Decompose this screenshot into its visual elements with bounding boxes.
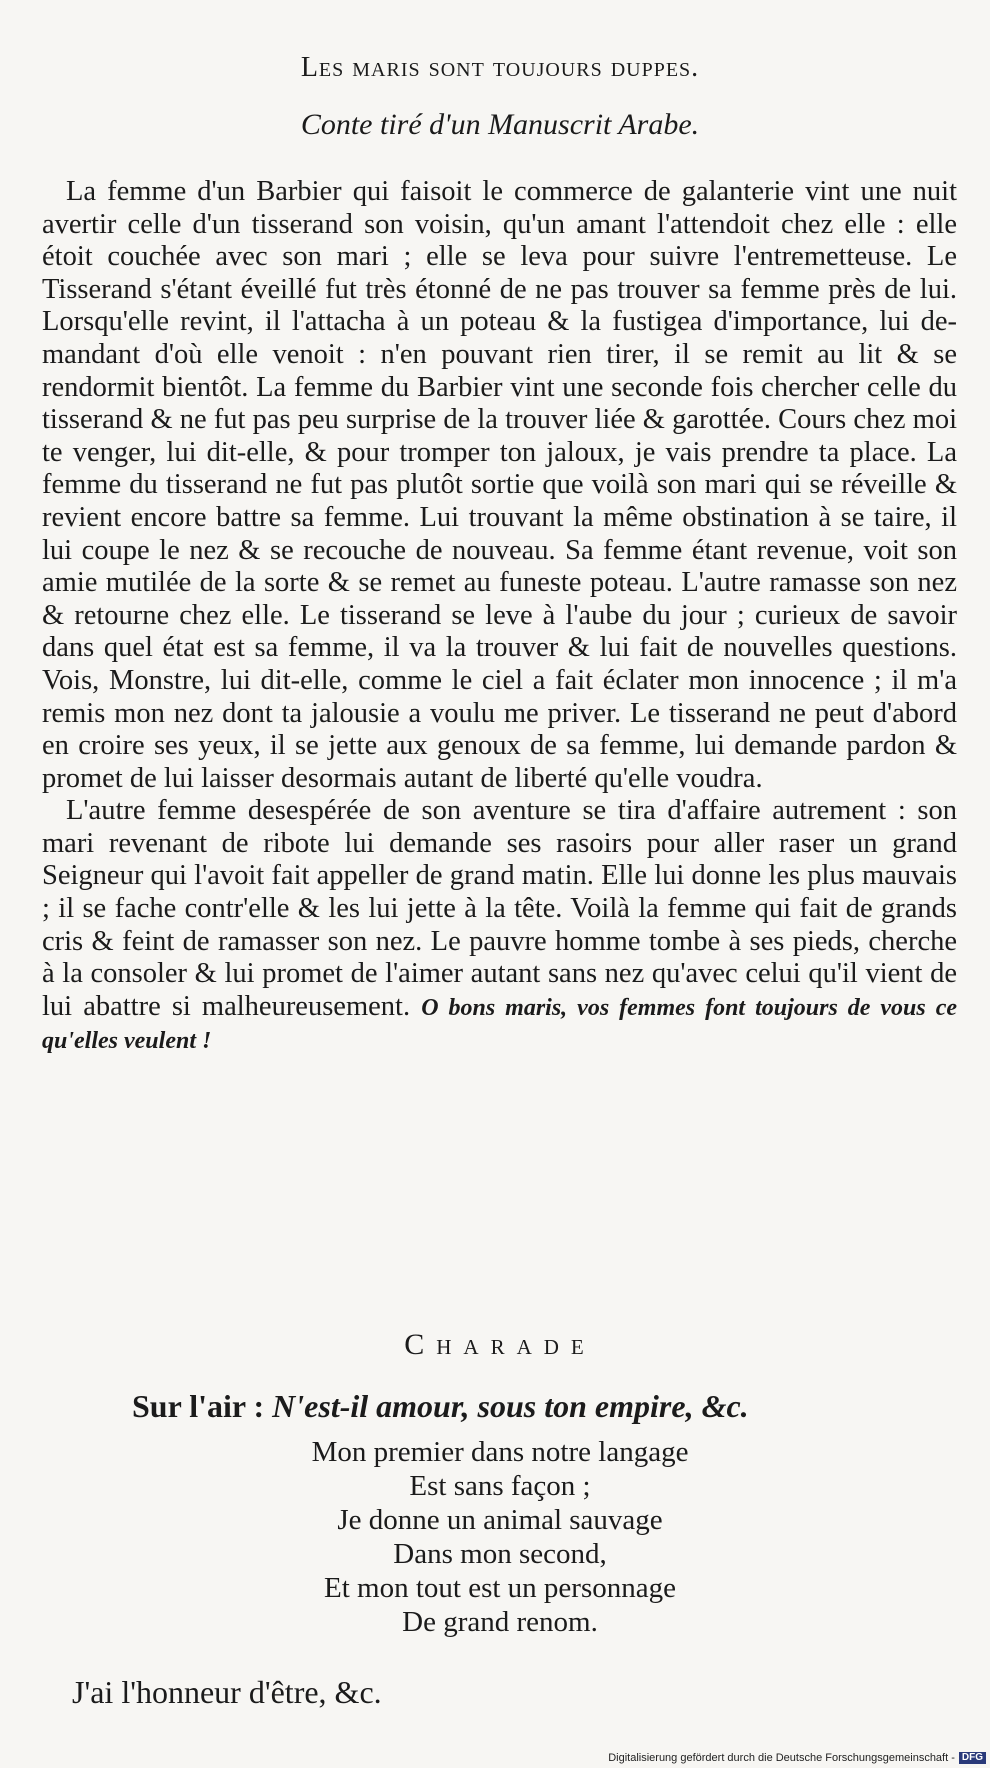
charade-verse: Mon premier dans notre langage [311, 1436, 689, 1468]
story-subtitle: Conte tiré d'un Manuscrit Arabe. [300, 108, 700, 141]
footer-credit: Digitalisierung gefördert durch die Deutsche Forschungsgemeinschaft - [608, 1752, 955, 1764]
charade-air-title: N'est-il amour, sous ton empire, [272, 1388, 694, 1424]
charade-air-line [132, 1388, 749, 1425]
charade-verse: Est sans façon ; [409, 1470, 591, 1502]
page-gutter [990, 0, 1000, 1768]
story-paragraph-2-text: L'autre femme desespérée de son aventure se tira d'affaire autrement : son mari revenant de ribote lui demande ses rasoirs pour aller raser un grand Seigneur qui l'avoit fait appeller de grand matin. Elle lui donne les plus mauvais ; il se fache contr'elle & les lui jette à la tête. Voilà la femme qui fait de grands cris & feint de ramasser son nez. Le pauvre homme tombe à ses pieds, cherche à la consoler & lui promet de l'aimer autant sans nez qu'avec celui qu'il vient de lui abattre si malheureusement. [42, 795, 957, 1022]
charade-verse: Et mon tout est un personnage [324, 1572, 676, 1604]
charade-air-suffix: &c. [701, 1388, 749, 1424]
story-paragraph-2 [42, 795, 957, 1058]
charade-verse: Je donne un animal sauvage [337, 1504, 663, 1536]
story-paragraph-1: La femme d'un Barbier qui faisoit le commerce de galanterie vint une nuit avertir celle d'un tisserand son voisin, qu'un amant l'attendoit chez elle : elle étoit couchée avec son mari ; elle se leva pour suivre l'entremetteuse. Le Tisserand s'étant éveillé fut très étonné de ne pas trouver sa femme près de lui. Lorsqu'elle revint, il l'attacha à un poteau & la fustigea d'importance, lui demandant d'où elle venoit : n'en pouvant rien tirer, il se remit au lit & se rendormit bientôt. La femme du Barbier vint une seconde fois chercher celle du tisserand & ne fut pas peu surprise de la trouver liée & garottée. Cours chez moi te venger, lui dit-elle, & pour tromper ton jaloux, je vais prendre ta place. La femme du tisserand ne fut pas plutôt sortie que voilà son mari qui se réveille & revient encore battre sa femme. Lui trouvant la même obstination à se taire, il lui coupe le nez & se recouche de nouveau. Sa femme étant revenue, voit son amie mutilée de la sorte & se remet au funeste poteau. L'autre ramasse son nez & retourne chez elle. Le tisserand se leve à l'aube du jour ; curieux de savoir dans quel état est sa femme, il va la trouver & lui fait de nouvelles questions. Vois, Monstre, lui dit-elle, comme le ciel a fait éclater mon innocence ; il m'a remis mon nez dont ta jalousie a voulu me priver. Le tisserand ne peut d'abord en croire ses yeux, il se jette aux genoux de sa femme, lui demande pardon & promet de lui laisser desormais autant de liberté qu'elle voudra. [42, 176, 957, 794]
charade-title: Charade [404, 1328, 596, 1361]
dfg-logo-icon: DFG [959, 1752, 986, 1764]
letter-signoff: J'ai l'honneur d'être, &c. [72, 1674, 382, 1710]
charade-verse: De grand renom. [402, 1606, 598, 1638]
story-body [42, 176, 957, 1058]
charade-verse: Dans mon second, [393, 1538, 607, 1570]
charade-air-prefix: Sur l'air : [132, 1388, 265, 1424]
story-moral: O bons maris, vos femmes font toujours de vous ce qu'elles veulent ! [42, 994, 958, 1055]
digitization-footer [608, 1752, 986, 1764]
story-title: Les maris sont toujours duppes. [300, 52, 700, 83]
